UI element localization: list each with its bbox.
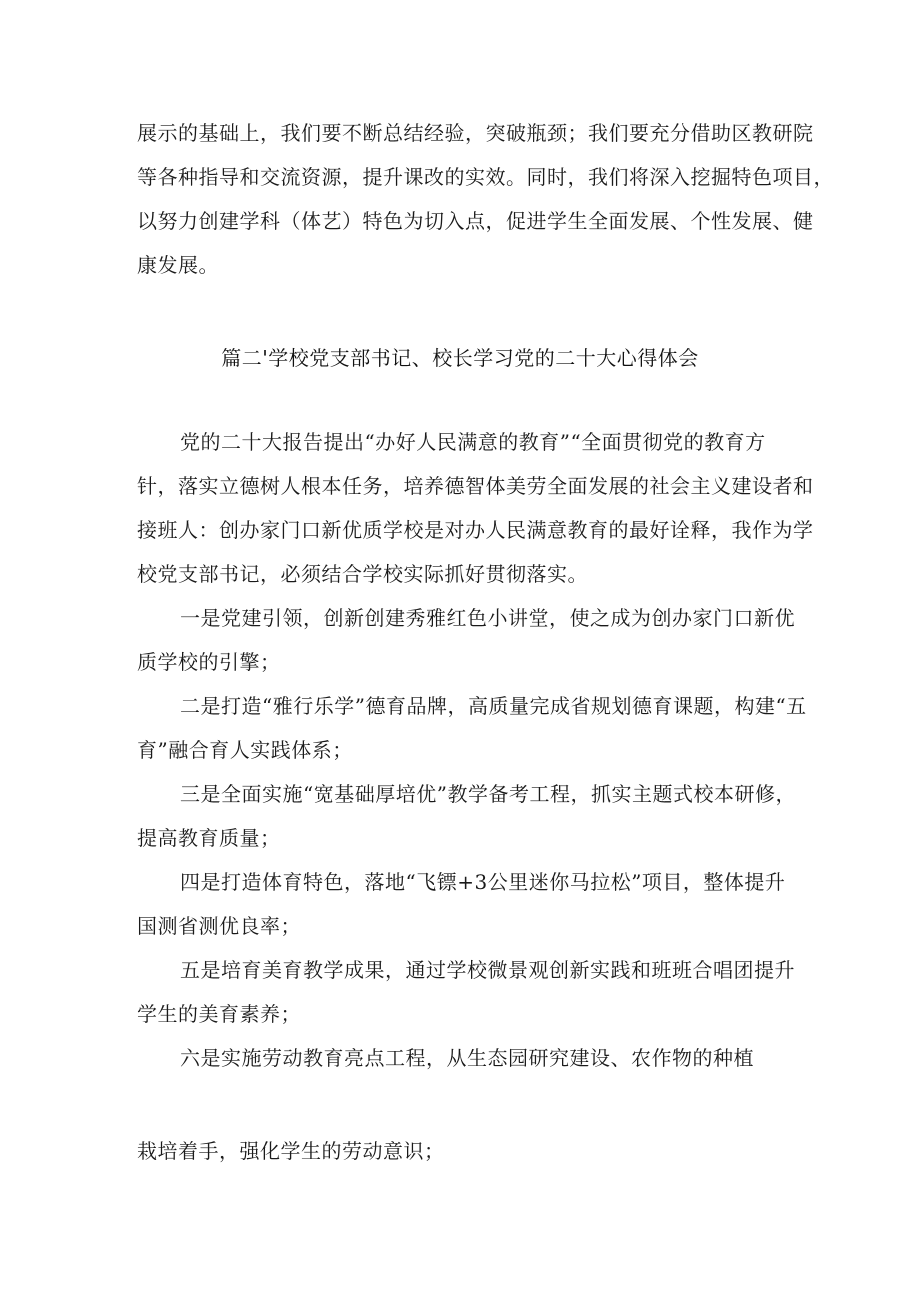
list-item-line: 五是培育美育教学成果，通过学校微景观创新实践和班班合唱团提升 [180, 958, 795, 982]
list-item-line: 二是打造“雅行乐学”德育品牌，高质量完成省规划德育课题，构建“五 [180, 694, 807, 718]
paragraph-line: 等各种指导和交流资源，提升课改的实效。同时，我们将深入挖掘特色项目， [137, 165, 834, 189]
paragraph-line: 校党支部书记，必须结合学校实际抓好贯彻落实。 [137, 562, 588, 586]
list-item-line: 六是实施劳动教育亮点工程，从生态园研究建设、农作物的种植 [180, 1046, 754, 1070]
paragraph-line: 党的二十大报告提出“办好人民满意的教育”“全面贯彻党的教育方 [180, 430, 766, 454]
list-item-line: 学生的美育素养； [137, 1002, 301, 1026]
list-item-line: 国测省测优良率； [137, 914, 301, 938]
paragraph-line: 以努力创建学科（体艺）特色为切入点，促进学生全面发展、个性发展、健 [137, 209, 814, 233]
list-item-line: 四是打造体育特色，落地“飞镖+3公里迷你马拉松”项目，整体提升 [180, 870, 786, 894]
list-item-line: 提高教育质量； [137, 826, 281, 850]
list-item-line: 三是全面实施“宽基础厚培优”教学备考工程，抓实主题式校本研修， [180, 782, 796, 806]
paragraph-line: 康发展。 [137, 253, 219, 277]
list-item-line: 育”融合育人实践体系； [137, 738, 353, 762]
paragraph-line: 展示的基础上，我们要不断总结经验，突破瓶颈；我们要充分借助区教研院 [137, 121, 814, 145]
section-title: 篇二'学校党支部书记、校长学习党的二十大心得体会 [221, 346, 699, 370]
list-item-line: 质学校的引擎； [137, 650, 281, 674]
list-item-line: 栽培着手，强化学生的劳动意识； [137, 1139, 445, 1163]
list-item-line: 一是党建引领，创新创建秀雅红色小讲堂，使之成为创办家门口新优 [180, 606, 795, 630]
paragraph-line: 接班人：创办家门口新优质学校是对办人民满意教育的最好诠释，我作为学 [137, 518, 814, 542]
paragraph-line: 针，落实立德树人根本任务，培养德智体美劳全面发展的社会主义建设者和 [137, 474, 814, 498]
